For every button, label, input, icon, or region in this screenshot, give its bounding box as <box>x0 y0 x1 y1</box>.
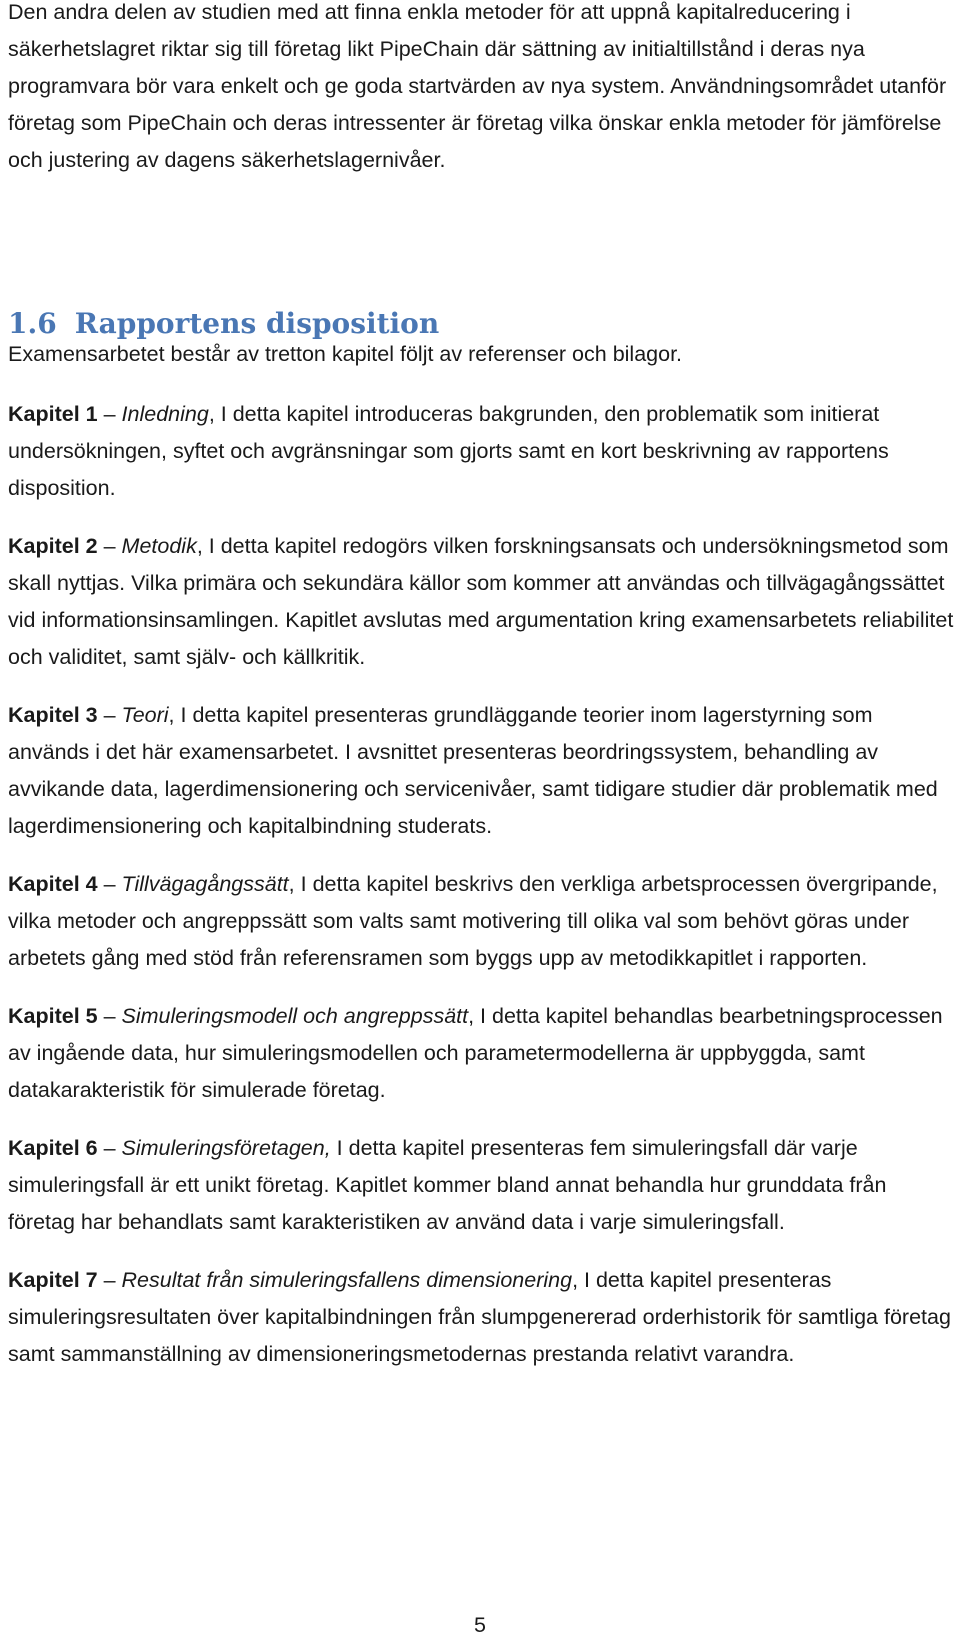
chapter-title: Metodik <box>121 534 197 558</box>
chapter-label: Kapitel 4 <box>8 872 98 896</box>
chapter-dash: – <box>97 872 122 896</box>
chapter-paragraph <box>8 998 956 1109</box>
chapter-paragraph <box>8 1130 956 1241</box>
chapter-title: Teori <box>121 703 169 727</box>
chapter-title: Simuleringsmodell och angreppssätt <box>121 1004 469 1028</box>
chapter-label: Kapitel 1 <box>8 402 98 426</box>
section-number: 1.6 <box>8 307 57 340</box>
chapter-paragraph <box>8 697 956 845</box>
intro-paragraph: Den andra delen av studien med att finna enkla metoder för att uppnå kapitalreducering i säkerhetslagret riktar sig till företag likt PipeChain där sättning av initialtillstånd i deras nya programvara bör vara enkelt och ge goda startvärden av nya system. Användningsområdet utanför företag som PipeChain och deras intressenter är företag vilka önskar enkla metoder för jämförelse och justering av dagens säkerhetslagernivåer. <box>8 0 947 172</box>
chapter-label: Kapitel 2 <box>8 534 98 558</box>
chapter-dash: – <box>97 703 122 727</box>
chapter-label: Kapitel 3 <box>8 703 98 727</box>
chapter-description: , I detta kapitel presenteras grundläggande teorier inom lagerstyrning som används i det här examensarbetet. I avsnittet presenteras beordringssystem, behandling av avvikande data, lagerdimensionering och servicenivåer, samt tidigare studier där problematik med lagerdimensionering och kapitalbindning studerats. <box>8 703 938 838</box>
chapter-title: Tillvägagångssätt <box>121 872 289 896</box>
chapter-description: , I detta kapitel introduceras bakgrunden, den problematik som initierat undersökningen, syftet och avgränsningar som gjorts samt en kort beskrivning av rapportens disposition. <box>8 402 889 500</box>
chapter-dash: – <box>97 534 122 558</box>
chapter-title: Resultat från simuleringsfallens dimensionering <box>121 1268 573 1292</box>
chapter-dash: – <box>97 1136 122 1160</box>
section-lead-paragraph: Examensarbetet består av tretton kapitel följt av referenser och bilagor. <box>8 342 683 366</box>
chapter-label: Kapitel 7 <box>8 1268 98 1292</box>
page-number: 5 <box>474 1613 486 1637</box>
chapter-title: Simuleringsföretagen, <box>121 1136 331 1160</box>
chapter-description: I detta kapitel presenteras fem simuleringsfall där varje simuleringsfall är ett unikt företag. Kapitlet kommer bland annat behandla hur grunddata från företag har behandlats samt karakteristiken av använd data i varje simuleringsfall. <box>8 1136 887 1234</box>
chapter-label: Kapitel 5 <box>8 1004 98 1028</box>
chapter-paragraph <box>8 866 956 977</box>
chapter-description: , I detta kapitel behandlas bearbetningsprocessen av ingående data, hur simuleringsmodellen och parametermodellerna är uppbyggda, samt datakarakteristik för simulerade företag. <box>8 1004 943 1102</box>
chapter-label: Kapitel 6 <box>8 1136 98 1160</box>
chapter-description: , I detta kapitel beskrivs den verkliga arbetsprocessen övergripande, vilka metoder och angreppssätt som valts samt motivering till olika val som behövt göras under arbetets gång med stöd från referensramen som byggs upp av metodikkapitlet i rapporten. <box>8 872 938 970</box>
chapter-paragraph <box>8 1262 956 1373</box>
chapter-dash: – <box>97 1004 122 1028</box>
chapter-title: Inledning <box>121 402 209 426</box>
chapter-paragraph <box>8 396 956 507</box>
chapter-description: , I detta kapitel presenteras simuleringsresultaten över kapitalbindningen från slumpgenererad orderhistorik för samtliga företag samt sammanställning av dimensioneringsmetodernas prestanda relativt varandra. <box>8 1268 951 1366</box>
chapter-description: , I detta kapitel redogörs vilken forskningsansats och undersökningsmetod som skall nyttjas. Vilka primära och sekundära källor som kommer att användas och tillvägagångssättet vid informationsinsamlingen. Kapitlet avslutas med argumentation kring examensarbetets reliabilitet och validitet, samt själv- och källkritik. <box>8 534 954 669</box>
document-page <box>8 0 956 179</box>
section-title: Rapportens disposition <box>74 307 440 340</box>
chapter-paragraph <box>8 528 956 676</box>
chapter-dash: – <box>97 1268 122 1292</box>
chapter-dash: – <box>97 402 122 426</box>
chapter-list <box>8 396 956 1394</box>
